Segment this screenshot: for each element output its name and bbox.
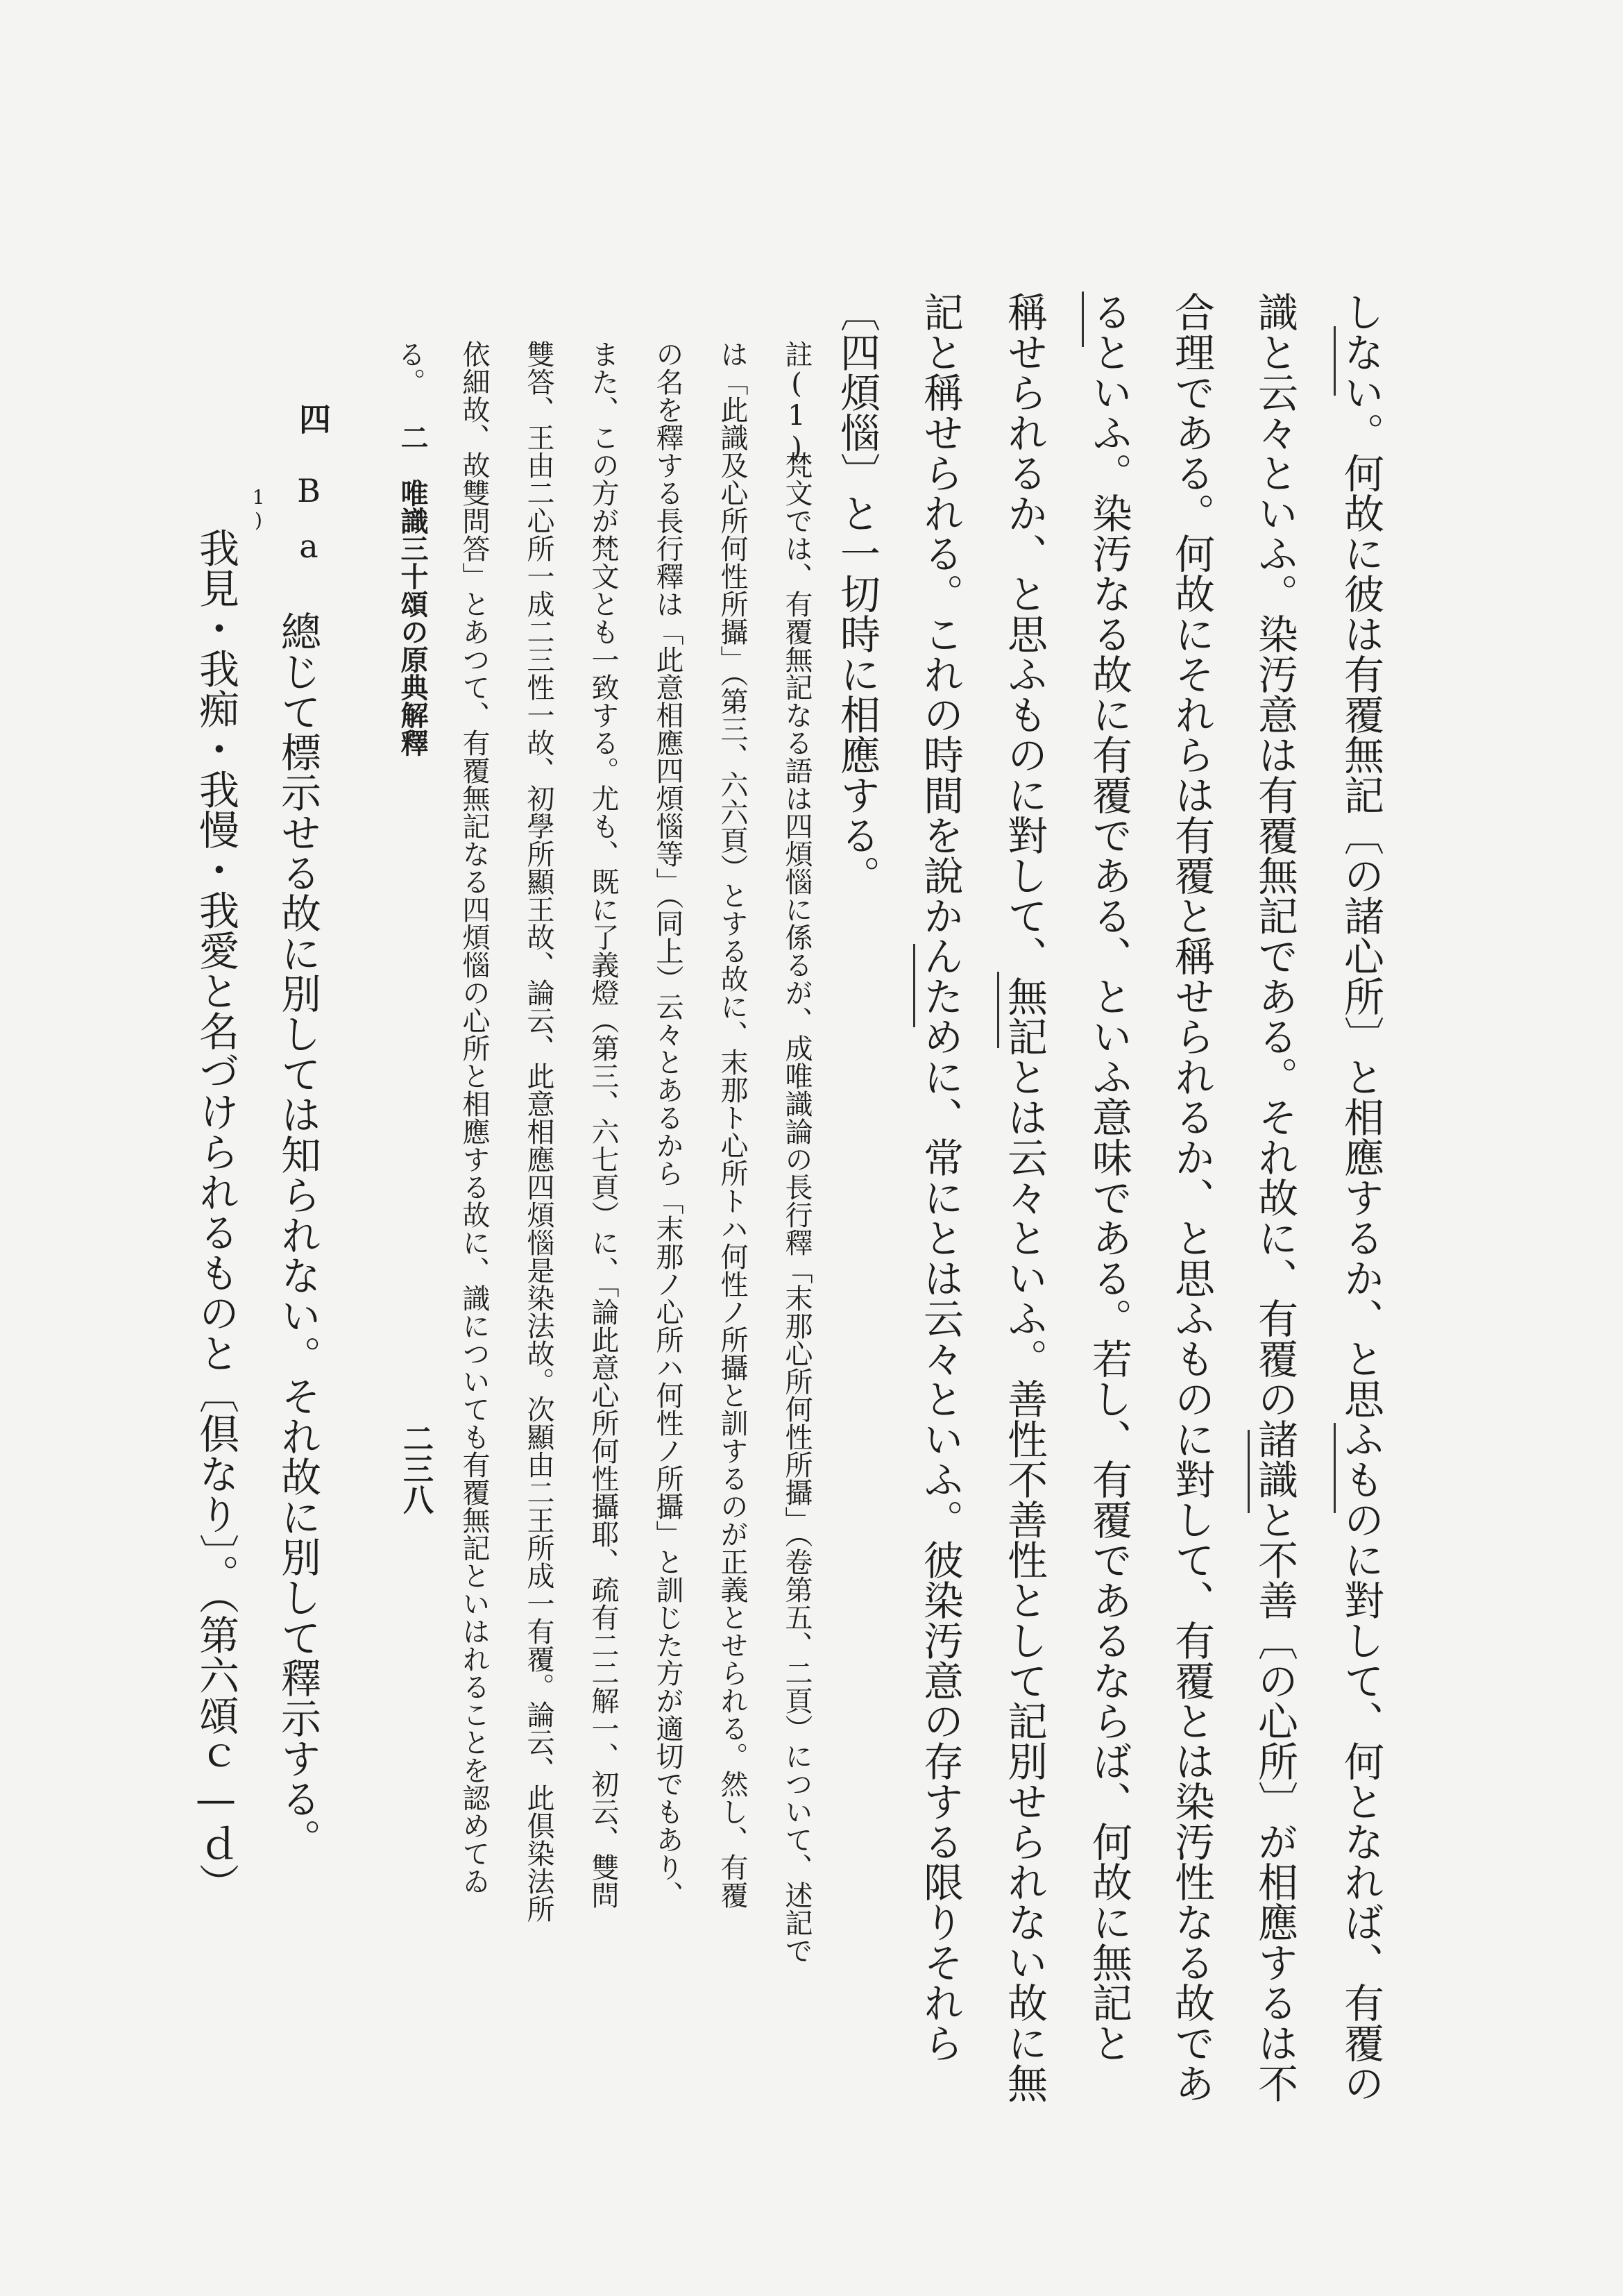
emphasis-rule	[913, 944, 915, 1027]
emphasis-rule	[1334, 326, 1336, 396]
note-line-7: る。	[393, 340, 425, 396]
note-line-4: また、この方が梵文とも一致する。尤も、既に了義燈（第三、六七頁）に、「論此意心所何性攝耶、疏有二二解一、初云、雙問	[587, 340, 619, 1909]
body-line-5: 稱せられるか、と思ふものに對して、無記とは云々といふ。善性不善性として記別せられない故に無	[1001, 292, 1048, 2103]
emphasis-rule	[1334, 1423, 1336, 1513]
section-letter-b: B	[290, 472, 328, 509]
emphasis-rule	[1248, 1430, 1250, 1513]
running-title: 二 唯識三十頌の原典解釋	[396, 423, 429, 757]
note-line-2: は「此識及心所何性所攝」（第三、六六頁）とする故に、末那ト心所トハ何性ノ所攝と訓するのが正義とせられる。然し、有覆	[716, 340, 748, 1909]
footnote-mark: 1)	[247, 486, 270, 532]
section-line-1: 總じて標示せる故に別しては知られない。それ故に別して釋示する。	[274, 611, 321, 1859]
body-line-7: 〔四煩惱〕と一切時に相應する。	[833, 292, 881, 895]
body-line-6: 記と稱せられる。これの時間を說かんために、常にとは云々といふ。彼染汚意の存する限りそれら	[917, 292, 964, 2063]
note-label: 註(1)	[781, 340, 813, 464]
body-line-4: るといふ。染汚なる故に有覆である、といふ意味である。若し、有覆であるならば、何故に無記と	[1085, 292, 1132, 2063]
note-line-5: 雙答、王由二心所一成二三性一故、初學所顯王故、論云、此意相應四煩惱是染法故。次顯由二王所成一有覆。論云、此倶染法所	[522, 340, 554, 1923]
body-line-1: しない。何故に彼は有覆無記〔の諸心所〕と相應するか、と思ふものに對して、何となれば、有覆の	[1337, 292, 1384, 2103]
section-line-2: 我見・我痴・我慢・我愛と名づけられるものと〔倶なり〕。（第六頌ｃ—ｄ）	[192, 527, 239, 1903]
note-line-1: 梵文では、有覆無記なる語は四煩惱に係るが、成唯識論の長行釋「末那心所何性所攝」（卷第五、二頁）について、述記で	[781, 451, 813, 1964]
note-line-3: の名を釋する長行釋は「此意相應四煩惱等」（同上）云々とあるから「末那ノ心所ハ何性ノ所攝」と訓じた方が適切でもあり、	[652, 340, 683, 1909]
section-letter-a: a	[290, 527, 328, 565]
emphasis-rule	[997, 972, 999, 1048]
note-line-6: 依細故、故雙問答」とあつて、有覆無記なる四煩惱の心所と相應する故に、識についても有覆無記といはれることを認めてゐ	[458, 340, 490, 1895]
body-line-3: 合理である。何故にそれらは有覆と稱せられるか、と思ふものに對して、有覆とは染汚性なる故であ	[1168, 292, 1215, 2103]
page-number: 二三八	[398, 1423, 433, 1514]
body-line-2: 識と云々といふ。染汚意は有覆無記である。それ故に、有覆の諸識と不善〔の心所〕が相應するは不	[1251, 292, 1298, 2103]
emphasis-rule	[1082, 292, 1084, 347]
section-number: 四	[294, 403, 332, 434]
